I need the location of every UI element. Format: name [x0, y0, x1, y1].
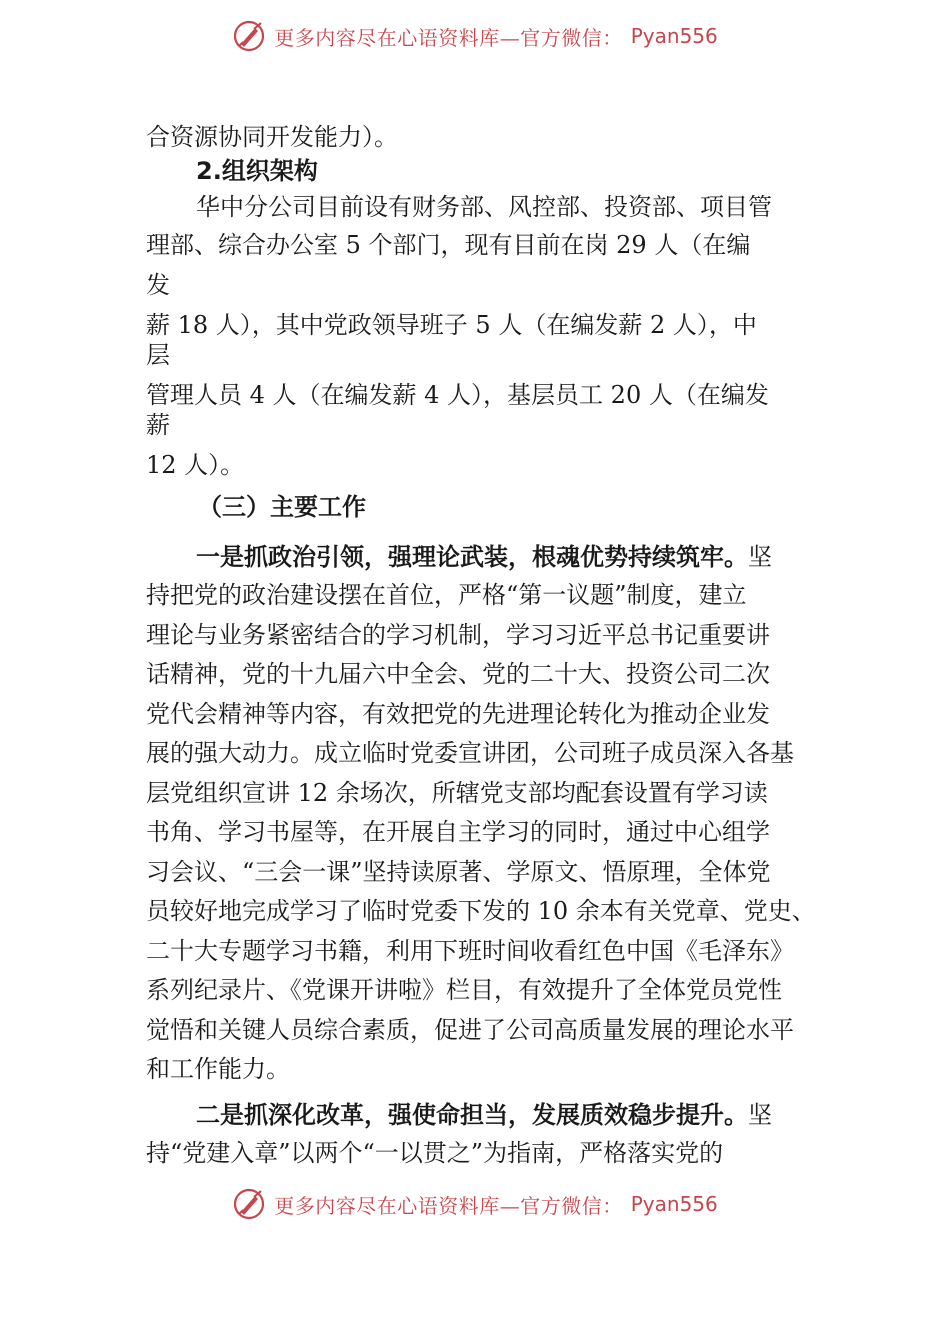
body-line: 管理人员 4 人（在编发薪 4 人），基层员工 20 人（在编发 [146, 381, 769, 409]
watermark-text: 更多内容尽在心语资料库—官方微信： [274, 25, 623, 50]
watermark-wechat-id: Pyan556 [630, 1192, 718, 1216]
section-heading-org: 2.组织架构 [196, 157, 318, 185]
body-line: 层 [146, 341, 170, 369]
body-line: 系列纪录片、《党课开讲啦》栏目，有效提升了全体党员党性 [146, 976, 782, 1004]
body-line: 话精神，党的十九届六中全会、党的二十大、投资公司二次 [146, 660, 770, 688]
body-line: 合资源协同开发能力）。 [146, 123, 398, 151]
body-line: 二十大专题学习书籍，利用下班时间收看红色中国《毛泽东》 [146, 937, 794, 965]
quill-logo-icon [232, 1187, 266, 1221]
body-line: 觉悟和关键人员综合素质，促进了公司高质量发展的理论水平 [146, 1016, 794, 1044]
body-line: 展的强大动力。成立临时党委宣讲团，公司班子成员深入各基 [146, 739, 794, 767]
paragraph-lead-bold: 一是抓政治引领，强理论武装，根魂优势持续筑牢。 [196, 543, 748, 571]
body-line: 发 [146, 271, 170, 299]
body-line: 层党组织宣讲 12 余场次，所辖党支部均配套设置有学习读 [146, 779, 768, 807]
body-line: 书角、学习书屋等，在开展自主学习的同时，通过中心组学 [146, 818, 770, 846]
paragraph-lead-tail: 坚 [748, 543, 772, 571]
watermark-footer [0, 1184, 950, 1224]
watermark-header [0, 16, 950, 56]
body-line: 和工作能力。 [146, 1055, 290, 1083]
section-heading-work: （三）主要工作 [198, 493, 366, 521]
body-line: 薪 18 人），其中党政领导班子 5 人（在编发薪 2 人），中 [146, 311, 757, 339]
paragraph-lead-line [196, 1098, 772, 1132]
body-line: 持“党建入章”以两个“一以贯之”为指南，严格落实党的 [146, 1139, 724, 1167]
watermark-wechat-id: Pyan556 [630, 24, 718, 48]
paragraph-lead-line [196, 540, 772, 574]
body-line: 党代会精神等内容，有效把党的先进理论转化为推动企业发 [146, 700, 770, 728]
body-line: 习会议、“三会一课”坚持读原著、学原文、悟原理，全体党 [146, 858, 771, 886]
paragraph-lead-tail: 坚 [748, 1101, 772, 1129]
body-line: 员较好地完成学习了临时党委下发的 10 余本有关党章、党史、 [146, 897, 816, 925]
body-line: 理论与业务紧密结合的学习机制，学习习近平总书记重要讲 [146, 621, 770, 649]
body-line: 薪 [146, 411, 170, 439]
body-line: 理部、综合办公室 5 个部门，现有目前在岗 29 人（在编 [146, 231, 751, 259]
paragraph-lead-bold: 二是抓深化改革，强使命担当，发展质效稳步提升。 [196, 1101, 748, 1129]
watermark-text: 更多内容尽在心语资料库—官方微信： [274, 1193, 623, 1218]
body-line: 华中分公司目前设有财务部、风控部、投资部、项目管 [196, 193, 772, 221]
quill-logo-icon [232, 19, 266, 53]
body-line: 持把党的政治建设摆在首位，严格“第一议题”制度，建立 [146, 581, 747, 609]
body-line: 12 人）。 [146, 451, 245, 479]
